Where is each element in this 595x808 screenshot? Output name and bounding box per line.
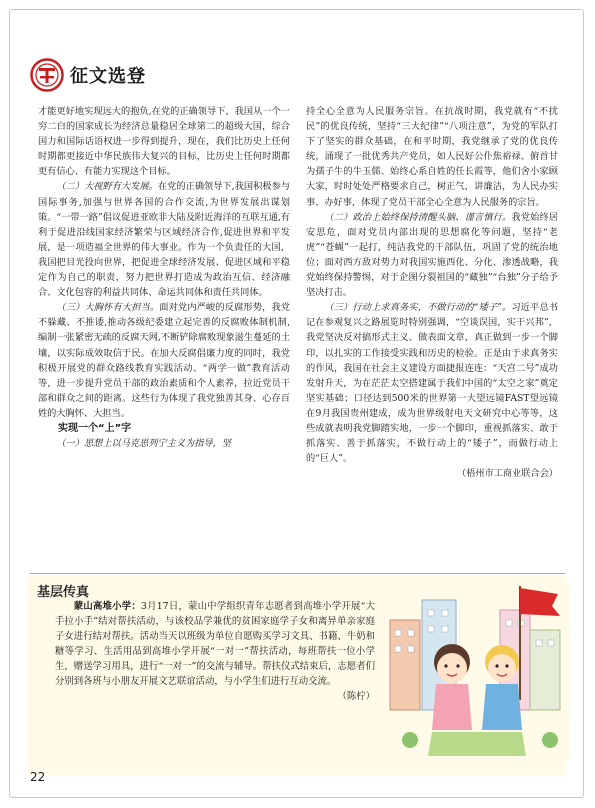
paragraph-body: 面对党内严峻的反腐形势，我党不躲藏、不推诿,推动各级纪委建立起完善的反腐败体制机制,编制一张紧密无疏的反腐天网,不断铲除腐败现象滋生蔓延的土壤，以实际成效取信于民。在加大反腐倡廉力度的同时，我党积极开展党的群众路线教育实践活动、“两学一做”教育活动等，进一步提升党员干部的政治素质和个人素养，拉近党员干部和群众之间的距离。这些行为体现了我党独善其身、心存百姓的大胸怀、大担当。 <box>38 302 291 419</box>
paragraph: 才能更好地实现远大的抱负,在党的正确领导下，我国从一个一穷二白的国家成长为经济总量稳居全球第二的超级大国，综合国力和国际话语权进一步得到提升，现在，我们比历史上任何时期都更接近中华民族伟大复兴的目标，比历史上任何时期都更有信心、有能力实现这个目标。 <box>38 106 290 178</box>
author-signature: （梧州市工商业联合会） <box>456 468 558 480</box>
paragraph-lead: 蒙山高堆小学： <box>73 601 141 612</box>
left-column <box>38 104 290 572</box>
paragraph-lead: （二）政治上始终保持清醒头脑、谨言慎行。 <box>324 211 512 223</box>
paragraph <box>306 210 558 301</box>
paragraph-lead: （二）大视野有大发展。 <box>56 181 158 193</box>
paragraph <box>38 300 290 421</box>
paragraph <box>306 300 558 466</box>
paragraph-lead: （三）大胸怀有大担当。 <box>56 302 160 314</box>
paragraph <box>38 179 290 300</box>
paragraph-lead: （三）行动上求真务实，不做行动的“矮子”。 <box>324 302 512 314</box>
paragraph-body: 我党始终居安思危，面对党员内部出现的思想腐化等问题，坚持“老虎”“苍蝇”一起打，纯洁我党的干部队伍，巩固了党的统治地位；面对西方敌对势力对我国实施西化、分化、渗透战略，我党始终保持警惕，对于企图分裂祖国的“藏独”“台独”分子给予坚决打击。 <box>306 211 559 299</box>
bottom-section-text <box>55 599 375 704</box>
right-column <box>306 104 558 572</box>
author-signature: （陈柠） <box>337 691 375 702</box>
bottom-section-title: 基层传真 <box>37 585 90 600</box>
paragraph: 持全心全意为人民服务宗旨。在抗战时期，我党就有“不扰民”的优良传统，坚持“三大纪律”“八项注意”，为党的军队打下了坚实的群众基础，在和平时期，我党继承了党的优良传统，涌现了一批优秀共产党员，如人民好公仆焦裕禄、俯首甘为孺子牛的牛玉儒、始终心系自姓的任长霞等，他们舍小家顾大家，时时处处严格要求自己，树正气，讲廉洁，为人民办实事、办好事，体现了党员干部全心全意为人民服务的宗旨。 <box>306 106 558 208</box>
paragraph-body: 习近平总书记在参观复兴之路展览时特别强调，“空谈误国，实干兴邦”，我党坚决反对搞形式主义、做表面文章，真正做到一步一个脚印，以扎实的工作接受实践和历史的检验。正是由于求真务实的作风，我国在社会主义建设方面捷报连连：“天宫二号”成功发射升天，为在茫茫太空搭建属于我们中国的“太空之家”奠定坚实基础；口径达到500米的世界第一大望远镜FAST望远镜在9月我国贵州建成，成为世界级射电天文研究中心等等，这些成就表明我党脚踏实地，一步一个脚印，重视抓落实、敢于抓落实、善于抓落实，不做行动上的“矮子”，而做行动上的“巨人”。 <box>306 302 558 465</box>
section-header: 征文选登 <box>70 66 146 87</box>
article-columns <box>38 104 558 572</box>
paragraph <box>55 599 375 689</box>
children-with-flag-illustration <box>380 580 570 760</box>
paragraph-body: 在党的正确领导下,我国积极参与国际事务,加强与世界各国的合作交流,为世界发展出谋划策。“一带一路”倡议促进亚欧非大陆及附近海洋的互联互通,有利于促进沿线国家经济繁荣与区域经济合作,促进世界和平发展，是一项造福全世界的伟大事业。作为一个负责任的大国，我国把目光投向世界，把促进全球经济发展、促进区域和平稳定作为自己的职责，努力把世界打造成为政治互信、经济融合、文化包容的利益共同体、命运共同体和责任共同体。 <box>38 181 291 299</box>
party-emblem-logo <box>30 58 64 92</box>
section-divider <box>30 573 565 574</box>
subheading: 实现一个“上”字 <box>58 422 132 434</box>
page-number: 22 <box>30 770 46 784</box>
paragraph: （一）思想上以马克思列宁主义为指导，坚 <box>56 438 231 450</box>
paragraph-body: 3月17日，蒙山中学组织青年志愿者到高堆小学开展“大手拉小手”结对帮扶活动，与该校品学兼优的贫困家庭学子女和离异单亲家庭子女进行结对帮扶。活动当天以班级为单位自愿购买学习文具、书籍、牛奶和糖等学习、生活用品到高堆小学开展“一对一”帮扶活动，每班帮扶一位小学生，赠送学习用具，进行“一对一”的交流与辅导。帮扶仪式结束后，志愿者们分别到各班与小朋友开展文艺联谊活动，与小学生们进行互动交流。 <box>55 601 375 687</box>
